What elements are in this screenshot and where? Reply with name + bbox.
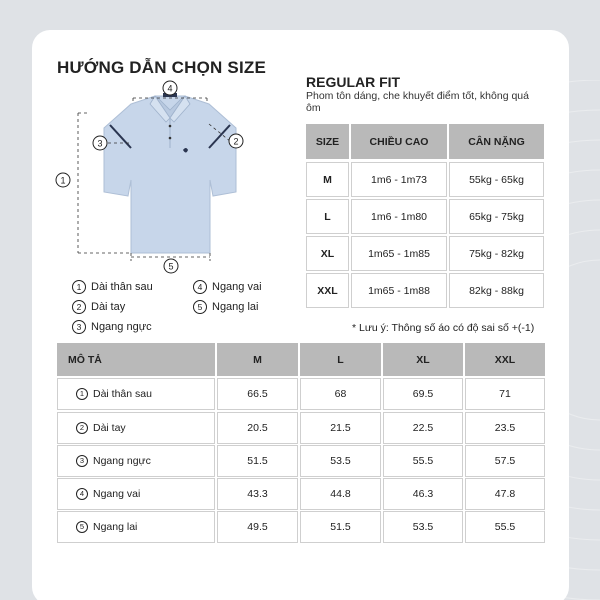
row-label: Dài tay (93, 422, 126, 434)
table-cell: 53.5 (300, 445, 381, 477)
table-cell: L (306, 199, 349, 234)
legend-number: 1 (72, 280, 86, 294)
table-cell (57, 445, 215, 477)
legend-label: Ngang vai (212, 281, 262, 293)
table-cell: 20.5 (217, 412, 298, 444)
table-header: XL (383, 343, 463, 376)
table-cell: 68 (300, 378, 381, 410)
table-header: CÂN NẶNG (449, 124, 544, 159)
table-header: SIZE (306, 124, 349, 159)
table-cell: 71 (465, 378, 545, 410)
row-number: 3 (76, 455, 88, 467)
legend-label: Dài tay (91, 301, 126, 313)
table-cell: 1m6 - 1m73 (351, 162, 447, 197)
table-cell: M (306, 162, 349, 197)
table-cell: 46.3 (383, 478, 463, 510)
page-title: HƯỚNG DẪN CHỌN SIZE (57, 58, 267, 77)
row-label: Ngang ngực (93, 455, 151, 467)
row-label: Ngang lai (93, 521, 138, 533)
table-cell (57, 412, 215, 444)
table-cell: 55kg - 65kg (449, 162, 544, 197)
row-number: 5 (76, 521, 88, 533)
table-header: L (300, 343, 381, 376)
legend-item (72, 320, 152, 334)
table-header: MÔ TẢ (57, 343, 215, 376)
legend-item (193, 300, 258, 314)
legend-label: Dài thân sau (91, 281, 153, 293)
polo-shirt-illustration (50, 78, 260, 278)
table-cell (57, 511, 215, 543)
table-cell: 49.5 (217, 511, 298, 543)
marker-5: 5 (168, 261, 174, 272)
row-number: 1 (76, 388, 88, 400)
table-cell: 21.5 (300, 412, 381, 444)
table-cell: 75kg - 82kg (449, 236, 544, 271)
table-cell: 66.5 (217, 378, 298, 410)
table-cell: 57.5 (465, 445, 545, 477)
table-cell: 53.5 (383, 511, 463, 543)
fit-title: REGULAR FIT (306, 74, 401, 90)
legend-item (193, 280, 262, 294)
row-label: Ngang vai (93, 488, 141, 500)
table-cell: 69.5 (383, 378, 463, 410)
table-header: XXL (465, 343, 545, 376)
table-cell: 1m65 - 1m88 (351, 273, 447, 308)
marker-2: 2 (233, 136, 239, 147)
table-header: CHIỀU CAO (351, 124, 447, 159)
table-cell: 1m6 - 1m80 (351, 199, 447, 234)
table-cell: 51.5 (217, 445, 298, 477)
table-header: M (217, 343, 298, 376)
table-cell: 51.5 (300, 511, 381, 543)
table-cell: 82kg - 88kg (449, 273, 544, 308)
table-cell: XL (306, 236, 349, 271)
marker-1: 1 (60, 175, 66, 186)
table-cell (57, 478, 215, 510)
table-cell: 44.8 (300, 478, 381, 510)
marker-4: 4 (167, 83, 173, 94)
legend-label: Ngang lai (212, 301, 259, 313)
legend-item (72, 300, 125, 314)
table-cell: XXL (306, 273, 349, 308)
fit-description: Phom tôn dáng, che khuyết điểm tốt, không quá ôm (306, 90, 529, 114)
table-cell: 1m65 - 1m85 (351, 236, 447, 271)
row-number: 4 (76, 488, 88, 500)
shirt-diagram (50, 78, 260, 278)
table-cell: 55.5 (465, 511, 545, 543)
row-number: 2 (76, 422, 88, 434)
legend-number: 4 (193, 280, 207, 294)
legend-number: 5 (193, 300, 207, 314)
legend-label: Ngang ngực (91, 321, 152, 333)
table-cell (57, 378, 215, 410)
row-label: Dài thân sau (93, 388, 152, 400)
marker-3: 3 (97, 138, 103, 149)
legend-number: 2 (72, 300, 86, 314)
legend-item (72, 280, 153, 294)
table-cell: 55.5 (383, 445, 463, 477)
table-cell: 22.5 (383, 412, 463, 444)
tolerance-note: * Lưu ý: Thông số áo có độ sai số +(-1) (352, 322, 535, 334)
legend-number: 3 (72, 320, 86, 334)
table-cell: 47.8 (465, 478, 545, 510)
table-cell: 23.5 (465, 412, 545, 444)
table-cell: 43.3 (217, 478, 298, 510)
table-cell: 65kg - 75kg (449, 199, 544, 234)
